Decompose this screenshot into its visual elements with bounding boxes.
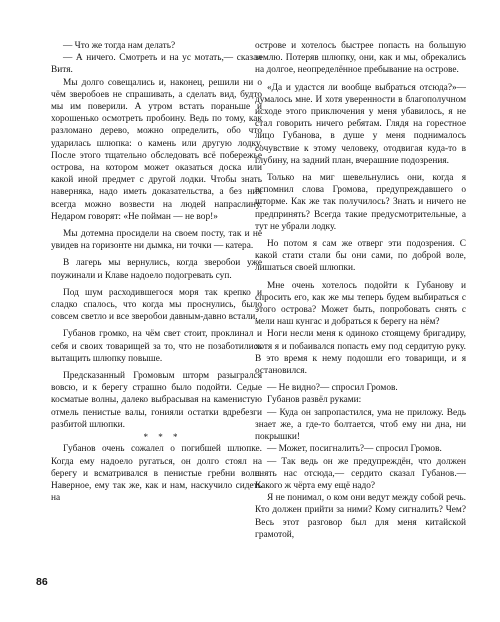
paragraph: острове и хотелось быстрее попасть на большую землю. Потеряв шлюпку, они, как и мы, обрекались на долгое, неопределённое пребывание на острове. [255, 41, 466, 76]
paragraph: Мы дотемна просидели на своем посту, так и не увидев на горизонте ни дымка, ни точки — катера. [51, 229, 262, 252]
right-column [255, 40, 466, 541]
paragraph: Под шум расходившегося моря так крепко и сладко спалось, что когда мы проснулись, было совсем светло и все зверобои давным-давно встали. [51, 287, 262, 323]
paragraph: Ноги несли меня к одиноко стоящему бригадиру, хотя я и побаивался попасть ему под сердитую руку. В это время к нему подошли его товарищи, и я остановился. [255, 329, 466, 377]
paragraph: Губанов развёл руками: [267, 395, 362, 406]
paragraph: — А ничего. Смотреть и на ус мотать,— сказал Витя. [51, 53, 262, 76]
paragraph: Губанов громко, на чём свет стоит, проклинал и себя и своих товарищей за то, что не позаботились вытащить шлюпку повыше. [51, 329, 262, 364]
page-number: 86 [36, 576, 48, 588]
paragraph: — Не видно?— спросил Громов. [267, 383, 398, 394]
paragraph: — Куда он запропастился, ума не приложу. Ведь знает же, а где-то болтается, чтоб ему ни дна, ни покрышки! [255, 407, 466, 443]
paragraph: Губанов очень сожалел о погибшей шлюпке. Когда ему надоело ругаться, он долго стоял на берегу и всматривался в пенистые гребни волн. Наверное, ему так же, как и нам, наскучило сидеть на [51, 444, 262, 504]
paragraph: Только на миг шевельнулись они, когда я вспомнил слова Громова, предупреждавшего о шторме. Как же так получилось? Знать и ничего не предпринять? Всегда такие предусмотрительные, а тут не убрали лодку. [255, 173, 466, 232]
paragraph: Но потом я сам же отверг эти подозрения. С какой стати стали бы они сами, по доброй воле, лишаться своей шлюпки. [255, 239, 466, 274]
left-column [51, 40, 262, 504]
paragraph: Я не понимал, о ком они ведут между собой речь. Кто должен прийти за ними? Кому сигналить? Чем? Весь этот разговор был для меня китайской грамотой, [255, 493, 466, 540]
paragraph: Мне очень хотелось подойти к Губанову и спросить его, как же мы теперь будем выбираться с этого острова? Может быть, попробовать снять с мели наш кунгас и добраться к берегу на нём? [255, 280, 466, 328]
paragraph: Предсказанный Громовым шторм разыгрался вовсю, и к берегу страшно было подойти. Седые косматые волны, далеко выбрасывая на каменистую отмель пенистые валы, гонияли остатки вдребезги разбитой шлюпки. [51, 371, 262, 430]
paragraph: «Да и удастся ли вообще выбраться отсюда?»— думалось мне. И хотя уверенности в благополучном исходе этого приключения у меня убавилось, я не стал говорить ничего ребятам. Глядя на горестное лицо Губанова, в душе у меня поднималось сочувствие к этому человеку, отодвигая куда-то в глубину, на задний план, вчерашние подозрения. [255, 82, 466, 166]
section-divider: * * * [143, 432, 182, 443]
paragraph: Мы долго совещались и, наконец, решили ни о чём зверобоев не спрашивать, а сделать вид, будто мы им поверили. А утром встать пораньше и хорошенько осмотреть пробоину. Ведь по тому, как разломано дерево, можно определить, обо что ударилась шлюпка: о камень или другую лодку. После этого тщательно обследовать всё побережье острова, на котором может оказаться доска или какой иной предмет с другой лодки. Чтобы знать наверняка, надо иметь доказательства, а без них всегда можно возвести на людей напраслину. Недаром говорят: «Не пойман — не вор!» [51, 77, 262, 222]
paragraph: В лагерь мы вернулись, когда зверобои уже поужинали и Клаве надоело подогревать суп. [51, 258, 262, 281]
paragraph: — Может, посигналить?— спросил Громов. [267, 444, 442, 455]
paragraph: — Что же тогда нам делать? [63, 41, 176, 51]
paragraph: — Так ведь он же предупреждён, что должен снять нас отсюда,— сердито сказал Губанов.— Какого ж чёрта ему ещё надо? [255, 456, 466, 491]
